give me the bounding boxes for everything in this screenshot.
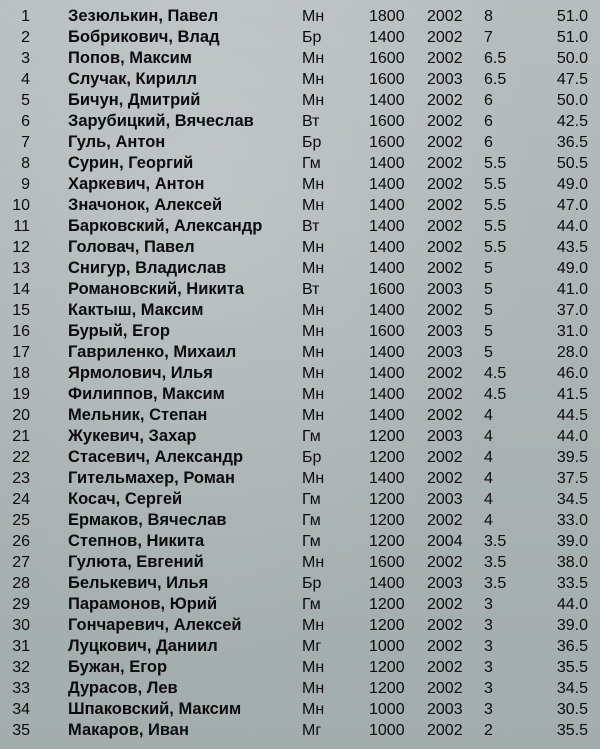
player-score: 37.0: [556, 302, 588, 319]
row-number: 4: [21, 71, 30, 88]
table-row: [0, 678, 600, 699]
player-rating: 1600: [369, 281, 405, 298]
table-row: [0, 468, 600, 489]
birth-year: 2002: [427, 239, 463, 256]
row-number: 34: [12, 701, 30, 718]
player-score: 34.5: [556, 680, 588, 697]
player-category: Мн: [302, 701, 325, 718]
row-number: 3: [21, 50, 30, 67]
player-score: 44.0: [556, 428, 588, 445]
birth-year: 2002: [427, 722, 463, 739]
birth-year: 2004: [427, 533, 463, 550]
birth-year: 2002: [427, 596, 463, 613]
row-number: 13: [12, 260, 30, 277]
player-score: 46.0: [556, 365, 588, 382]
player-score: 36.5: [556, 638, 588, 655]
table-row: [0, 426, 600, 447]
player-rating: 1600: [369, 113, 405, 130]
player-points: 4: [484, 407, 493, 424]
player-rating: 1600: [369, 134, 405, 151]
row-number: 25: [12, 512, 30, 529]
player-category: Гм: [302, 533, 321, 550]
row-number: 17: [12, 344, 30, 361]
row-number: 1: [21, 8, 30, 25]
player-points: 5: [484, 302, 493, 319]
player-category: Мн: [302, 680, 325, 697]
birth-year: 2003: [427, 344, 463, 361]
row-number: 5: [21, 92, 30, 109]
player-category: Гм: [302, 596, 321, 613]
player-points: 5: [484, 323, 493, 340]
player-name: Зарубицкий, Вячеслав: [68, 112, 254, 130]
player-points: 4.5: [484, 386, 507, 403]
player-score: 47.5: [556, 71, 588, 88]
player-rating: 1400: [369, 155, 405, 172]
table-row: [0, 720, 600, 741]
player-name: Макаров, Иван: [68, 721, 189, 739]
player-name: Ярмолович, Илья: [68, 364, 213, 382]
player-points: 6.5: [484, 71, 507, 88]
birth-year: 2002: [427, 617, 463, 634]
row-number: 9: [21, 176, 30, 193]
player-name: Харкевич, Антон: [68, 175, 205, 193]
row-number: 14: [12, 281, 30, 298]
player-score: 42.5: [556, 113, 588, 130]
row-number: 23: [12, 470, 30, 487]
row-number: 35: [12, 722, 30, 739]
player-name: Белькевич, Илья: [68, 574, 209, 592]
table-row: [0, 615, 600, 636]
player-rating: 1400: [369, 218, 405, 235]
player-rating: 1000: [369, 701, 405, 718]
player-points: 6.5: [484, 50, 507, 67]
table-row: [0, 90, 600, 111]
row-number: 28: [12, 575, 30, 592]
row-number: 26: [12, 533, 30, 550]
player-points: 4: [484, 491, 493, 508]
player-category: Мн: [302, 659, 325, 676]
player-name: Бичун, Дмитрий: [68, 91, 201, 109]
player-points: 5.5: [484, 218, 507, 235]
player-name: Дурасов, Лев: [68, 679, 178, 697]
player-score: 36.5: [556, 134, 588, 151]
player-score: 31.0: [556, 323, 588, 340]
player-rating: 1200: [369, 659, 405, 676]
player-score: 30.5: [556, 701, 588, 718]
player-rating: 1400: [369, 29, 405, 46]
player-score: 33.5: [556, 575, 588, 592]
player-name: Бурый, Егор: [68, 322, 170, 340]
player-category: Гм: [302, 155, 321, 172]
table-row: [0, 489, 600, 510]
player-rating: 1200: [369, 680, 405, 697]
player-score: 39.5: [556, 449, 588, 466]
table-row: [0, 636, 600, 657]
player-category: Мн: [302, 386, 325, 403]
player-category: Вт: [302, 113, 320, 130]
player-points: 7: [484, 29, 493, 46]
player-category: Гм: [302, 512, 321, 529]
table-row: [0, 27, 600, 48]
player-score: 50.0: [556, 50, 588, 67]
player-rating: 1400: [369, 260, 405, 277]
player-score: 38.0: [556, 554, 588, 571]
player-points: 5: [484, 260, 493, 277]
table-row: [0, 69, 600, 90]
player-name: Попов, Максим: [68, 49, 192, 67]
player-points: 6: [484, 92, 493, 109]
player-category: Мн: [302, 407, 325, 424]
player-category: Мн: [302, 176, 325, 193]
player-name: Филиппов, Максим: [68, 385, 225, 403]
player-score: 51.0: [556, 29, 588, 46]
player-rating: 1000: [369, 722, 405, 739]
birth-year: 2002: [427, 176, 463, 193]
row-number: 7: [21, 134, 30, 151]
table-row: [0, 510, 600, 531]
player-category: Мн: [302, 50, 325, 67]
player-score: 34.5: [556, 491, 588, 508]
birth-year: 2002: [427, 29, 463, 46]
row-number: 19: [12, 386, 30, 403]
player-score: 39.0: [556, 617, 588, 634]
player-name: Гончаревич, Алексей: [68, 616, 242, 634]
player-points: 3: [484, 701, 493, 718]
table-row: [0, 531, 600, 552]
row-number: 11: [13, 218, 30, 235]
table-row: [0, 237, 600, 258]
table-row: [0, 657, 600, 678]
row-number: 15: [12, 302, 30, 319]
birth-year: 2002: [427, 659, 463, 676]
player-name: Романовский, Никита: [68, 280, 245, 298]
row-number: 12: [12, 239, 30, 256]
player-points: 4: [484, 428, 493, 445]
table-row: [0, 6, 600, 27]
player-rating: 1200: [369, 491, 405, 508]
player-rating: 1200: [369, 428, 405, 445]
player-rating: 1600: [369, 50, 405, 67]
player-category: Мг: [302, 722, 322, 739]
player-points: 5.5: [484, 197, 507, 214]
row-number: 32: [12, 659, 30, 676]
player-rating: 1400: [369, 365, 405, 382]
player-category: Мн: [302, 239, 325, 256]
player-name: Стасевич, Александр: [68, 448, 244, 466]
birth-year: 2002: [427, 302, 463, 319]
player-category: Мн: [302, 554, 325, 571]
player-points: 3.5: [484, 554, 507, 571]
player-score: 49.0: [556, 176, 588, 193]
player-score: 39.0: [556, 533, 588, 550]
table-row: [0, 132, 600, 153]
player-points: 6: [484, 113, 493, 130]
table-row: [0, 153, 600, 174]
player-category: Мн: [302, 302, 325, 319]
birth-year: 2002: [427, 638, 463, 655]
player-category: Мн: [302, 71, 325, 88]
player-name: Гавриленко, Михаил: [68, 343, 237, 361]
table-row: [0, 195, 600, 216]
row-number: 27: [12, 554, 30, 571]
player-points: 5.5: [484, 239, 507, 256]
player-rating: 1200: [369, 449, 405, 466]
player-rating: 1400: [369, 407, 405, 424]
player-rating: 1200: [369, 596, 405, 613]
player-points: 5: [484, 344, 493, 361]
player-rating: 1400: [369, 176, 405, 193]
player-score: 50.5: [556, 155, 588, 172]
player-category: Мн: [302, 365, 325, 382]
birth-year: 2002: [427, 512, 463, 529]
player-points: 6: [484, 134, 493, 151]
row-number: 21: [12, 428, 30, 445]
player-points: 8: [484, 8, 493, 25]
player-score: 41.0: [556, 281, 588, 298]
birth-year: 2002: [427, 407, 463, 424]
player-points: 5: [484, 281, 493, 298]
birth-year: 2003: [427, 491, 463, 508]
player-score: 47.0: [556, 197, 588, 214]
player-name: Кактыш, Максим: [68, 301, 204, 319]
player-name: Зезюлькин, Павел: [68, 7, 219, 25]
table-row: [0, 279, 600, 300]
player-score: 33.0: [556, 512, 588, 529]
birth-year: 2002: [427, 134, 463, 151]
player-category: Мн: [302, 470, 325, 487]
player-rating: 1200: [369, 512, 405, 529]
row-number: 2: [21, 29, 30, 46]
player-category: Мн: [302, 344, 325, 361]
player-score: 37.5: [556, 470, 588, 487]
player-points: 5.5: [484, 176, 507, 193]
player-rating: 1400: [369, 197, 405, 214]
table-row: [0, 699, 600, 720]
player-score: 41.5: [556, 386, 588, 403]
player-points: 3: [484, 596, 493, 613]
player-points: 4: [484, 512, 493, 529]
table-row: [0, 321, 600, 342]
birth-year: 2003: [427, 428, 463, 445]
player-name: Гуль, Антон: [68, 133, 166, 151]
player-category: Мн: [302, 260, 325, 277]
player-score: 49.0: [556, 260, 588, 277]
row-number: 20: [12, 407, 30, 424]
table-row: [0, 384, 600, 405]
player-category: Мг: [302, 638, 322, 655]
player-name: Бужан, Егор: [68, 658, 168, 676]
player-rating: 1400: [369, 386, 405, 403]
player-category: Вт: [302, 281, 320, 298]
table-row: [0, 447, 600, 468]
table-row: [0, 573, 600, 594]
player-category: Бр: [302, 449, 322, 466]
player-rating: 1400: [369, 575, 405, 592]
birth-year: 2002: [427, 449, 463, 466]
player-name: Гулюта, Евгений: [68, 553, 204, 571]
birth-year: 2003: [427, 323, 463, 340]
player-name: Жукевич, Захар: [68, 427, 197, 445]
birth-year: 2002: [427, 197, 463, 214]
birth-year: 2002: [427, 554, 463, 571]
player-name: Барковский, Александр: [68, 217, 263, 235]
birth-year: 2002: [427, 365, 463, 382]
player-points: 3.5: [484, 533, 507, 550]
row-number: 18: [12, 365, 30, 382]
player-rating: 1200: [369, 533, 405, 550]
player-category: Вт: [302, 218, 320, 235]
row-number: 10: [12, 197, 30, 214]
table-row: [0, 594, 600, 615]
player-points: 3: [484, 680, 493, 697]
player-category: Бр: [302, 134, 322, 151]
player-rating: 1400: [369, 302, 405, 319]
player-category: Гм: [302, 491, 321, 508]
player-points: 4: [484, 470, 493, 487]
player-points: 3: [484, 617, 493, 634]
row-number: 24: [12, 491, 30, 508]
birth-year: 2002: [427, 50, 463, 67]
player-name: Головач, Павел: [68, 238, 195, 256]
player-rating: 1400: [369, 344, 405, 361]
player-name: Ермаков, Вячеслав: [68, 511, 227, 529]
table-row: [0, 258, 600, 279]
birth-year: 2003: [427, 281, 463, 298]
birth-year: 2003: [427, 575, 463, 592]
player-rating: 1200: [369, 617, 405, 634]
player-name: Сурин, Георгий: [68, 154, 194, 172]
player-score: 44.5: [556, 407, 588, 424]
birth-year: 2002: [427, 8, 463, 25]
table-row: [0, 405, 600, 426]
player-name: Случак, Кирилл: [68, 70, 197, 88]
row-number: 33: [12, 680, 30, 697]
player-points: 4.5: [484, 365, 507, 382]
player-rating: 1400: [369, 92, 405, 109]
player-points: 3: [484, 659, 493, 676]
player-score: 35.5: [556, 659, 588, 676]
player-category: Мн: [302, 197, 325, 214]
birth-year: 2002: [427, 386, 463, 403]
player-category: Мн: [302, 617, 325, 634]
player-name: Косач, Сергей: [68, 490, 183, 508]
player-rating: 1400: [369, 239, 405, 256]
table-row: [0, 216, 600, 237]
birth-year: 2002: [427, 92, 463, 109]
player-category: Мн: [302, 92, 325, 109]
table-row: [0, 174, 600, 195]
player-score: 28.0: [556, 344, 588, 361]
player-score: 43.5: [556, 239, 588, 256]
player-name: Шпаковский, Максим: [68, 700, 242, 718]
player-rating: 1600: [369, 71, 405, 88]
birth-year: 2002: [427, 218, 463, 235]
birth-year: 2002: [427, 470, 463, 487]
birth-year: 2002: [427, 260, 463, 277]
player-name: Парамонов, Юрий: [68, 595, 218, 613]
player-rating: 1800: [369, 8, 405, 25]
table-row: [0, 48, 600, 69]
table-row: [0, 111, 600, 132]
player-score: 44.0: [556, 596, 588, 613]
player-rating: 1000: [369, 638, 405, 655]
player-name: Гительмахер, Роман: [68, 469, 235, 487]
player-name: Бобрикович, Влад: [68, 28, 220, 46]
player-category: Мн: [302, 323, 325, 340]
player-category: Мн: [302, 8, 325, 25]
birth-year: 2003: [427, 701, 463, 718]
player-points: 3.5: [484, 575, 507, 592]
player-category: Гм: [302, 428, 321, 445]
birth-year: 2002: [427, 155, 463, 172]
player-points: 5.5: [484, 155, 507, 172]
player-category: Бр: [302, 575, 322, 592]
player-rating: 1600: [369, 323, 405, 340]
player-points: 4: [484, 449, 493, 466]
row-number: 8: [21, 155, 30, 172]
player-rating: 1600: [369, 554, 405, 571]
player-name: Луцкович, Даниил: [68, 637, 218, 655]
row-number: 6: [21, 113, 30, 130]
player-score: 50.0: [556, 92, 588, 109]
player-name: Снигур, Владислав: [68, 259, 227, 277]
player-name: Степнов, Никита: [68, 532, 205, 550]
player-name: Значонок, Алексей: [68, 196, 223, 214]
table-row: [0, 363, 600, 384]
player-points: 3: [484, 638, 493, 655]
birth-year: 2002: [427, 113, 463, 130]
player-score: 51.0: [556, 8, 588, 25]
player-score: 35.5: [556, 722, 588, 739]
row-number: 30: [12, 617, 30, 634]
player-rating: 1400: [369, 470, 405, 487]
table-row: [0, 300, 600, 321]
row-number: 22: [12, 449, 30, 466]
birth-year: 2003: [427, 71, 463, 88]
row-number: 16: [12, 323, 30, 340]
player-score: 44.0: [556, 218, 588, 235]
player-points: 2: [484, 722, 493, 739]
table-row: [0, 552, 600, 573]
row-number: 31: [12, 638, 30, 655]
player-name: Мельник, Степан: [68, 406, 208, 424]
birth-year: 2002: [427, 680, 463, 697]
player-category: Бр: [302, 29, 322, 46]
table-row: [0, 342, 600, 363]
row-number: 29: [12, 596, 30, 613]
